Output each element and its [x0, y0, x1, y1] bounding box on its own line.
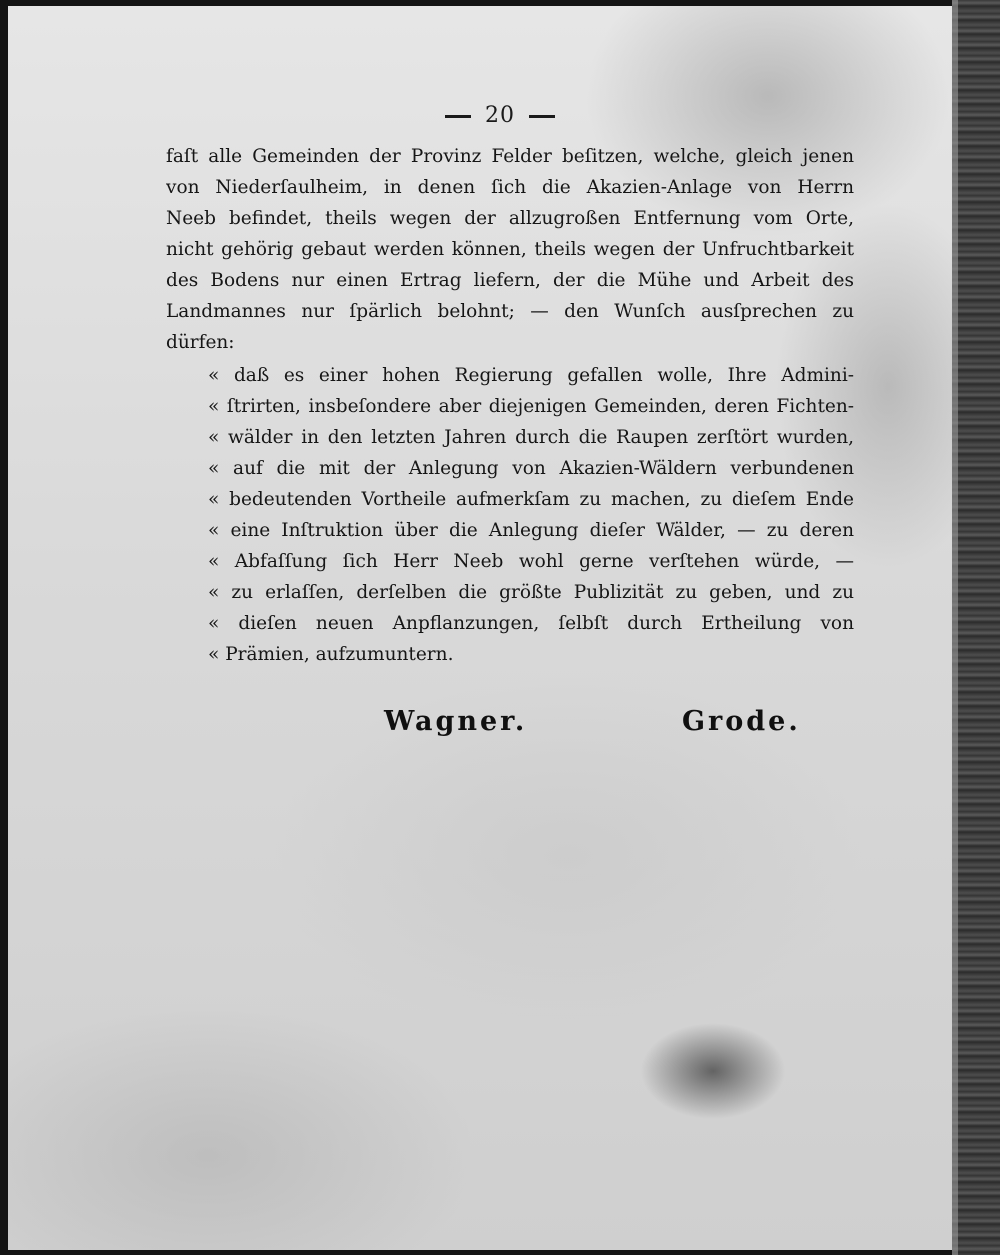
- book-spine: [952, 0, 1000, 1255]
- body-line: des Bodens nur einen Ertrag liefern, der die Mühe und Arbeit des: [166, 270, 854, 291]
- quote-line: « eine Inſtruktion über die Anlegung dieſer Wälder, — zu deren: [208, 520, 854, 541]
- body-line: dürfen:: [166, 332, 235, 353]
- quote-line: « ſtrirten, insbeſondere aber diejenigen Gemeinden, deren Fichten-: [208, 396, 854, 417]
- page-number: [0, 103, 1000, 128]
- body-line: Landmannes nur ſpärlich belohnt; — den Wunſch ausſprechen zu: [166, 301, 854, 322]
- body-line: von Niederſaulheim, in denen ſich die Akazien-Anlage von Herrn: [166, 177, 854, 198]
- body-line: faſt alle Gemeinden der Provinz Felder beſitzen, welche, gleich jenen: [166, 146, 854, 167]
- quote-line: « dieſen neuen Anpflanzungen, ſelbſt durch Ertheilung von: [208, 613, 854, 634]
- quote-line: « auf die mit der Anlegung von Akazien-Wäldern verbundenen: [208, 458, 854, 479]
- page-number-text: 20: [485, 103, 515, 128]
- page-edge: [952, 0, 958, 1255]
- quote-line: « wälder in den letzten Jahren durch die Raupen zerſtört wurden,: [208, 427, 854, 448]
- body-line: Neeb befindet, theils wegen der allzugroßen Entfernung vom Orte,: [166, 208, 854, 229]
- quote-line: « daß es einer hohen Regierung gefallen wolle, Ihre Admini-: [208, 365, 854, 386]
- quote-line: « Abfaſſung ſich Herr Neeb wohl gerne verſtehen würde, —: [208, 551, 854, 572]
- folio-dash-left: [445, 115, 471, 118]
- quote-line: « Prämien, aufzumuntern.: [208, 644, 454, 665]
- folio-dash-right: [529, 115, 555, 118]
- quote-line: « zu erlaſſen, derſelben die größte Publizität zu geben, und zu: [208, 582, 854, 603]
- signature-grode: Grode.: [682, 706, 801, 737]
- signature-wagner: Wagner.: [384, 706, 528, 737]
- body-line: nicht gehörig gebaut werden können, theils wegen der Unfruchtbarkeit: [166, 239, 854, 260]
- quote-line: « bedeutenden Vortheile aufmerkſam zu machen, zu dieſem Ende: [208, 489, 854, 510]
